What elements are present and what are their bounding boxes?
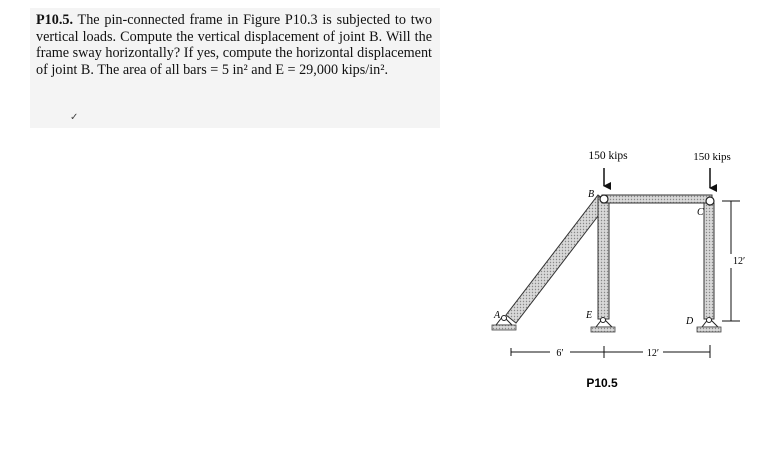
horizontal-dimension — [511, 345, 710, 358]
dimension-right-span: 12′ — [646, 348, 660, 359]
joint-label-a: A — [494, 310, 501, 321]
problem-body: The pin-connected frame in Figure P10.3 is subjected to two vertical loads. Compute the vertical displacement of joint B. Will the frame sway horizontally? If yes, compute the horizontal displacement of joint B. The area of all bars = 5 in² and E = 29,000 kips/in². — [36, 12, 432, 78]
support-d — [697, 318, 721, 333]
load-label-c: 150 kips — [693, 151, 731, 163]
frame-members — [506, 195, 714, 323]
figure-caption: P10.5 — [586, 376, 618, 390]
pin-b — [600, 195, 608, 203]
joint-label-e: E — [586, 310, 593, 321]
member-bc — [602, 195, 712, 203]
dimension-left-span: 6′ — [556, 348, 564, 359]
support-e — [591, 318, 615, 333]
member-be — [598, 197, 609, 319]
member-cd — [704, 203, 714, 319]
pin-c — [706, 197, 714, 205]
problem-number: P10.5. — [36, 12, 74, 28]
joint-label-b: B — [588, 189, 595, 200]
dimension-height: 12′ — [733, 256, 746, 267]
joint-label-c: C — [697, 207, 704, 218]
member-ab — [506, 195, 608, 323]
joint-label-d: D — [686, 316, 694, 327]
load-arrows — [604, 168, 710, 188]
load-label-b: 150 kips — [588, 150, 628, 162]
check-mark-icon: ✓ — [70, 112, 79, 123]
